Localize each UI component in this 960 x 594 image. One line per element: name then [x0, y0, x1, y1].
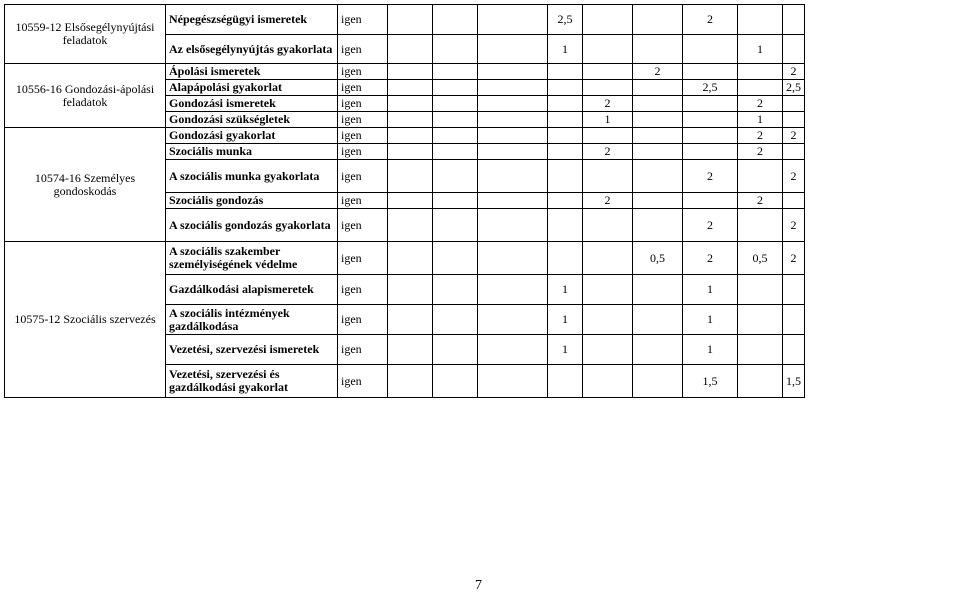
hours-cell [388, 112, 433, 128]
hours-cell [683, 64, 738, 80]
hours-cell [478, 242, 548, 275]
hours-cell [433, 275, 478, 305]
hours-cell [478, 64, 548, 80]
hours-cell [433, 112, 478, 128]
hours-cell [548, 242, 583, 275]
hours-cell: 2 [683, 209, 738, 242]
hours-cell: 1 [548, 305, 583, 335]
required-cell: igen [338, 64, 388, 80]
hours-cell: 1 [738, 112, 783, 128]
hours-cell: 2 [783, 160, 805, 193]
hours-cell [478, 5, 548, 35]
hours-cell: 1,5 [783, 365, 805, 398]
hours-cell: 2 [783, 128, 805, 144]
hours-cell [633, 112, 683, 128]
hours-cell [478, 96, 548, 112]
hours-cell [783, 144, 805, 160]
hours-cell [433, 64, 478, 80]
subject-cell: A szociális gondozás gyakorlata [166, 209, 338, 242]
subject-cell: Szociális munka [166, 144, 338, 160]
hours-cell [783, 5, 805, 35]
hours-cell: 2 [783, 209, 805, 242]
module-cell: 10574-16 Személyes gondoskodás [5, 128, 166, 242]
hours-cell: 1 [738, 35, 783, 64]
hours-cell [583, 242, 633, 275]
hours-cell [633, 160, 683, 193]
hours-cell [388, 5, 433, 35]
hours-cell [738, 64, 783, 80]
hours-cell [583, 275, 633, 305]
required-cell: igen [338, 96, 388, 112]
hours-cell [388, 365, 433, 398]
subject-cell: Szociális gondozás [166, 193, 338, 209]
hours-cell [633, 275, 683, 305]
hours-cell: 1 [548, 35, 583, 64]
hours-cell [738, 209, 783, 242]
hours-cell: 1,5 [683, 365, 738, 398]
hours-cell: 2 [633, 64, 683, 80]
subject-cell: A szociális intézmények gazdálkodása [166, 305, 338, 335]
hours-cell [548, 160, 583, 193]
hours-cell: 2 [583, 144, 633, 160]
required-cell: igen [338, 112, 388, 128]
hours-cell [388, 209, 433, 242]
hours-cell [478, 144, 548, 160]
subject-cell: Ápolási ismeretek [166, 64, 338, 80]
hours-cell: 2,5 [548, 5, 583, 35]
required-cell: igen [338, 160, 388, 193]
hours-cell [548, 193, 583, 209]
hours-cell [738, 275, 783, 305]
hours-cell [548, 365, 583, 398]
subject-cell: Gazdálkodási alapismeretek [166, 275, 338, 305]
hours-cell [783, 193, 805, 209]
hours-cell [433, 160, 478, 193]
hours-cell [633, 5, 683, 35]
hours-cell [783, 335, 805, 365]
hours-cell [783, 112, 805, 128]
hours-cell [738, 335, 783, 365]
hours-cell [633, 193, 683, 209]
hours-cell: 1 [583, 112, 633, 128]
hours-cell: 2 [783, 64, 805, 80]
hours-cell [633, 80, 683, 96]
hours-cell [433, 128, 478, 144]
hours-cell [783, 305, 805, 335]
hours-cell [738, 80, 783, 96]
hours-cell [583, 64, 633, 80]
hours-cell [583, 160, 633, 193]
hours-cell [478, 128, 548, 144]
hours-cell [583, 80, 633, 96]
required-cell: igen [338, 335, 388, 365]
hours-cell [433, 80, 478, 96]
hours-cell [388, 242, 433, 275]
required-cell: igen [338, 365, 388, 398]
hours-cell [548, 144, 583, 160]
hours-cell [548, 112, 583, 128]
subject-cell: Vezetési, szervezési és gazdálkodási gyakorlat [166, 365, 338, 398]
hours-cell [738, 305, 783, 335]
required-cell: igen [338, 144, 388, 160]
table-row [5, 64, 805, 80]
hours-cell: 2 [738, 96, 783, 112]
hours-cell [388, 128, 433, 144]
required-cell: igen [338, 209, 388, 242]
hours-cell [583, 5, 633, 35]
hours-cell [433, 305, 478, 335]
hours-cell [478, 209, 548, 242]
hours-cell [388, 35, 433, 64]
hours-cell [433, 35, 478, 64]
hours-cell [738, 365, 783, 398]
hours-cell [633, 365, 683, 398]
hours-cell [633, 335, 683, 365]
hours-cell [388, 160, 433, 193]
table-row [5, 5, 805, 35]
hours-cell [548, 64, 583, 80]
hours-cell [783, 35, 805, 64]
hours-cell: 2 [683, 160, 738, 193]
hours-cell [738, 160, 783, 193]
page-number: 7 [475, 578, 482, 593]
hours-cell [583, 35, 633, 64]
hours-cell [583, 335, 633, 365]
hours-cell [388, 335, 433, 365]
hours-cell [683, 128, 738, 144]
hours-cell [388, 305, 433, 335]
hours-cell [388, 80, 433, 96]
hours-cell [583, 209, 633, 242]
hours-cell: 1 [683, 335, 738, 365]
hours-cell: 2,5 [783, 80, 805, 96]
hours-cell [433, 5, 478, 35]
hours-cell: 2 [683, 242, 738, 275]
subject-cell: Gondozási gyakorlat [166, 128, 338, 144]
hours-cell: 2 [738, 193, 783, 209]
hours-cell [633, 305, 683, 335]
hours-cell [683, 112, 738, 128]
module-cell: 10556-16 Gondozási-ápolási feladatok [5, 64, 166, 128]
subject-cell: Az elsősegélynyújtás gyakorlata [166, 35, 338, 64]
subject-cell: Gondozási szükségletek [166, 112, 338, 128]
hours-cell [478, 335, 548, 365]
hours-cell [388, 144, 433, 160]
required-cell: igen [338, 193, 388, 209]
hours-cell: 2 [583, 96, 633, 112]
hours-cell [478, 193, 548, 209]
hours-cell [633, 96, 683, 112]
hours-cell: 0,5 [738, 242, 783, 275]
module-cell: 10575-12 Szociális szervezés [5, 242, 166, 398]
hours-cell [633, 209, 683, 242]
hours-cell [548, 128, 583, 144]
hours-cell [783, 96, 805, 112]
subject-cell: A szociális munka gyakorlata [166, 160, 338, 193]
hours-cell [478, 35, 548, 64]
hours-cell [433, 365, 478, 398]
hours-cell [478, 80, 548, 96]
hours-cell [388, 96, 433, 112]
required-cell: igen [338, 5, 388, 35]
hours-cell: 0,5 [633, 242, 683, 275]
required-cell: igen [338, 128, 388, 144]
hours-cell: 1 [683, 275, 738, 305]
hours-cell [783, 275, 805, 305]
hours-cell [633, 128, 683, 144]
subject-cell: Népegészségügyi ismeretek [166, 5, 338, 35]
hours-cell [433, 193, 478, 209]
hours-cell [583, 365, 633, 398]
hours-cell: 2 [683, 5, 738, 35]
hours-cell [433, 209, 478, 242]
hours-cell [548, 80, 583, 96]
hours-cell [388, 193, 433, 209]
hours-cell [478, 275, 548, 305]
hours-cell [433, 335, 478, 365]
hours-cell: 2 [783, 242, 805, 275]
subject-cell: Alapápolási gyakorlat [166, 80, 338, 96]
hours-cell [583, 305, 633, 335]
hours-cell: 2 [738, 128, 783, 144]
subject-cell: A szociális szakember személyiségének védelme [166, 242, 338, 275]
hours-cell [738, 5, 783, 35]
curriculum-table [4, 4, 805, 398]
required-cell: igen [338, 305, 388, 335]
hours-cell [548, 96, 583, 112]
hours-cell [388, 275, 433, 305]
subject-cell: Gondozási ismeretek [166, 96, 338, 112]
hours-cell [478, 160, 548, 193]
hours-cell [433, 96, 478, 112]
hours-cell [478, 305, 548, 335]
hours-cell [633, 144, 683, 160]
hours-cell [583, 128, 633, 144]
hours-cell [633, 35, 683, 64]
hours-cell [683, 96, 738, 112]
hours-cell: 1 [548, 335, 583, 365]
required-cell: igen [338, 80, 388, 96]
hours-cell: 2 [738, 144, 783, 160]
hours-cell [433, 242, 478, 275]
module-cell: 10559-12 Elsősegélynyújtási feladatok [5, 5, 166, 64]
table-row [5, 242, 805, 275]
hours-cell [433, 144, 478, 160]
hours-cell [388, 64, 433, 80]
hours-cell [683, 193, 738, 209]
hours-cell: 1 [548, 275, 583, 305]
hours-cell [478, 112, 548, 128]
hours-cell: 2 [583, 193, 633, 209]
subject-cell: Vezetési, szervezési ismeretek [166, 335, 338, 365]
required-cell: igen [338, 275, 388, 305]
hours-cell [683, 144, 738, 160]
hours-cell: 1 [683, 305, 738, 335]
hours-cell [683, 35, 738, 64]
required-cell: igen [338, 242, 388, 275]
hours-cell [478, 365, 548, 398]
required-cell: igen [338, 35, 388, 64]
hours-cell [548, 209, 583, 242]
hours-cell: 2,5 [683, 80, 738, 96]
table-row [5, 128, 805, 144]
